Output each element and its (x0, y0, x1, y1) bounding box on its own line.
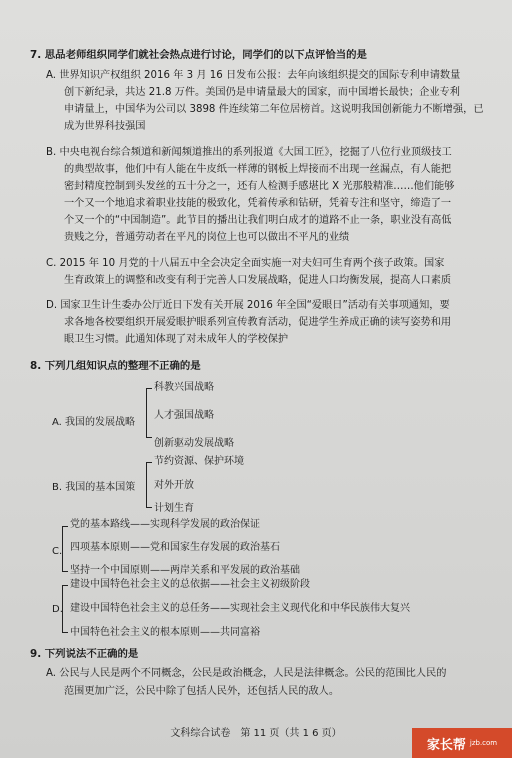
q7-option-d-line1: D. 国家卫生计生委办公厅近日下发有关开展 2016 年全国“爱眼日”活动有关事项通知，要 (46, 300, 450, 311)
q7-option-a-line4: 成为世界科技强国 (64, 121, 146, 132)
q7-option-b-line6: 贵贱之分，普通劳动者在平凡的岗位上也可以做出不平凡的业绩 (64, 232, 350, 243)
q8-option-d-item-3: 中国特色社会主义的根本原则——共同富裕 (70, 627, 260, 638)
q8-option-b-brace (146, 462, 152, 508)
q7-option-a-line2: 创下新纪录，共达 21.8 万件。美国仍是申请量最大的国家，而中国增长最快；企业专利 (64, 87, 460, 98)
jzb-watermark-logo (412, 728, 512, 758)
q8-option-b-item-2: 对外开放 (154, 480, 194, 491)
q7-option-c-line1: C. 2015 年 10 月党的十八届五中全会决定全面实施一对夫妇可生育两个孩子政策。国家 (46, 258, 445, 269)
watermark-url: jzb.com (469, 739, 498, 747)
q8-stem: 8. 下列几组知识点的整理不正确的是 (30, 360, 201, 372)
q8-option-a-item-2: 人才强国战略 (154, 410, 214, 421)
watermark-name: 家长帮 (426, 737, 466, 753)
q7-option-b-line1: B. 中央电视台综合频道和新闻频道推出的系列报道《大国工匠》，挖掘了八位行业顶级技工 (46, 147, 452, 158)
q8-option-a-label: A. 我国的发展战略 (52, 417, 136, 428)
q8-option-d-item-2: 建设中国特色社会主义的总任务——实现社会主义现代化和中华民族伟大复兴 (70, 603, 410, 614)
q8-option-c-item-2: 四项基本原则——党和国家生存发展的政治基石 (70, 542, 280, 553)
q7-stem: 7. 思品老师组织同学们就社会热点进行讨论，同学们的以下点评恰当的是 (30, 49, 367, 61)
q8-option-d-item-1: 建设中国特色社会主义的总依据——社会主义初级阶段 (70, 579, 310, 590)
q8-option-d-label: D. (52, 604, 63, 615)
page-footer: 文科综合试卷 第 11 页（共 1 6 页） (170, 728, 342, 739)
q7-option-a-line3: 申请量上，中国华为公司以 3898 件连续第二年位居榜首。这说明我国创新能力不断增强，已 (64, 104, 484, 115)
q7-option-b-line3: 密封精度控制到头发丝的五十分之一，还有人检测手感堪比 X 光那般精准……他们能够 (64, 181, 455, 192)
q8-option-c-brace (62, 526, 68, 572)
q8-option-b-label: B. 我国的基本国策 (52, 482, 136, 493)
q8-option-a-item-3: 创新驱动发展战略 (154, 438, 234, 449)
q7-option-d-line3: 眼卫生习惯。此通知体现了对未成年人的学校保护 (64, 334, 289, 345)
q8-option-c-label: C. (52, 546, 63, 557)
q8-option-d-brace (62, 585, 68, 633)
q7-option-b-line2: 的典型故事，他们中有人能在牛皮纸一样薄的钢板上焊接而不出现一丝漏点，有人能把 (64, 164, 452, 175)
q8-option-a-brace (146, 388, 152, 438)
q8-option-b-item-3: 计划生育 (154, 503, 194, 514)
q7-option-c-line2: 生育政策上的调整和改变有利于完善人口发展战略，促进人口均衡发展，提高人口素质 (64, 275, 452, 286)
q8-option-c-item-3: 坚持一个中国原则——两岸关系和平发展的政治基础 (70, 565, 300, 576)
q7-option-d-line2: 求各地各校要组织开展爱眼护眼系列宣传教育活动，促进学生养成正确的读写姿势和用 (64, 317, 452, 328)
q9-stem: 9. 下列说法不正确的是 (30, 648, 139, 660)
q9-option-a-line1: A. 公民与人民是两个不同概念，公民是政治概念，人民是法律概念。公民的范围比人民的 (46, 668, 447, 679)
q8-option-c-item-1: 党的基本路线——实现科学发展的政治保证 (70, 519, 260, 530)
q7-option-a-line1: A. 世界知识产权组织 2016 年 3 月 16 日发布公报：去年向该组织提交的国际专利申请数量 (46, 70, 461, 81)
q8-option-a-item-1: 科教兴国战略 (154, 382, 214, 393)
q7-option-b-line4: 一个又一个地追求着职业技能的极致化，凭着传承和钻研，凭着专注和坚守，缔造了一 (64, 198, 452, 209)
q8-option-b-item-1: 节约资源、保护环境 (154, 456, 244, 467)
q9-option-a-line2: 范围更加广泛，公民中除了包括人民外，还包括人民的敌人。 (64, 686, 340, 697)
q7-option-b-line5: 个又一个的“中国制造”。此节目的播出让我们明白成才的道路不止一条，职业没有高低 (64, 215, 452, 226)
